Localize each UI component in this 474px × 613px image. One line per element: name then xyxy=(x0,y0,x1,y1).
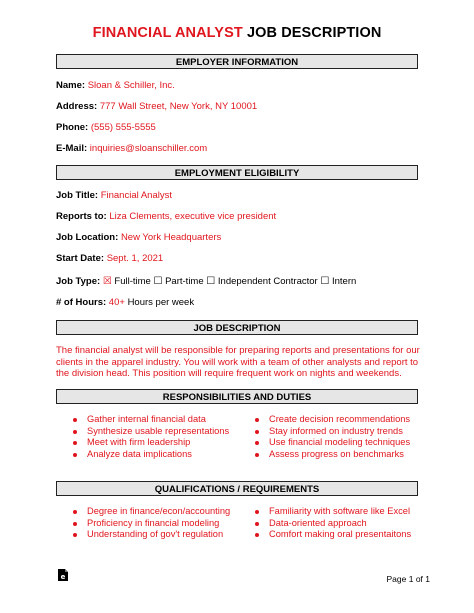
job-description-text: The financial analyst will be responsible for preparing reports and presentations for our clients in the apparel industry. You will work with a team of other analysts and report to the division head. This position will require frequent work on nights and weekends. xyxy=(56,345,420,379)
job-title-label: Job Title xyxy=(56,190,95,201)
job-title-value: Financial Analyst xyxy=(100,190,172,201)
contractor-checkbox[interactable]: ☐ xyxy=(206,276,216,287)
bullet-icon xyxy=(73,510,77,514)
bullet-icon xyxy=(73,533,77,537)
list-item: Create decision recommendations xyxy=(252,414,410,426)
title-red: FINANCIAL ANALYST xyxy=(92,25,243,41)
list-item: Proficiency in financial modeling xyxy=(70,518,230,530)
job-location-label: Job Location xyxy=(56,232,116,243)
list-item: Familiarity with software like Excel xyxy=(252,506,411,518)
bullet-icon xyxy=(255,441,259,445)
reports-to-value: Liza Clements, executive vice president xyxy=(109,211,277,222)
hours-field: # of Hours: 40+ Hours per week xyxy=(56,297,195,308)
hours-value: 40+ xyxy=(108,297,125,308)
bullet-icon xyxy=(255,453,259,457)
employer-phone-value: (555) 555-5555 xyxy=(90,122,156,133)
start-date-field: Start Date: Sept. 1, 2021 xyxy=(56,253,164,264)
bullet-icon xyxy=(255,522,259,526)
bullet-icon xyxy=(255,510,259,514)
section-qualifications-header: QUALIFICATIONS / REQUIREMENTS xyxy=(56,481,418,496)
bullet-icon xyxy=(73,418,77,422)
part-time-label: Part-time xyxy=(165,276,204,287)
qualifications-right-list xyxy=(252,506,411,541)
intern-label: Intern xyxy=(331,276,357,287)
employer-address-value: 777 Wall Street, New York, NY 10001 xyxy=(99,101,258,112)
employer-name-field: Name: Sloan & Schiller, Inc. xyxy=(56,80,175,91)
employer-name-label: Name xyxy=(56,80,82,91)
document-title xyxy=(0,25,474,41)
start-date-value: Sept. 1, 2021 xyxy=(106,253,164,264)
contractor-label: Independent Contractor xyxy=(217,276,318,287)
title-black: JOB DESCRIPTION xyxy=(246,25,382,41)
job-title-field: Job Title: Financial Analyst xyxy=(56,190,172,201)
job-location-field: Job Location: New York Headquarters xyxy=(56,232,222,243)
section-job-description-header: JOB DESCRIPTION xyxy=(56,320,418,335)
job-type-field: Job Type: ☒ Full-time ☐ Part-time ☐ Independent Contractor ☐ Intern xyxy=(56,276,357,287)
bullet-icon xyxy=(73,453,77,457)
svg-text:e: e xyxy=(60,573,66,581)
part-time-checkbox[interactable]: ☐ xyxy=(153,276,163,287)
list-item: Gather internal financial data xyxy=(70,414,229,426)
job-type-label: Job Type xyxy=(56,276,97,287)
reports-to-label: Reports to xyxy=(56,211,104,222)
reports-to-field: Reports to: Liza Clements, executive vice president xyxy=(56,211,277,222)
full-time-checkbox[interactable]: ☒ xyxy=(102,276,112,287)
employer-email-label: E-Mail xyxy=(56,143,84,154)
list-item: Data-oriented approach xyxy=(252,518,411,530)
job-location-value: New York Headquarters xyxy=(120,232,222,243)
bullet-icon xyxy=(255,533,259,537)
section-eligibility-header: EMPLOYMENT ELIGIBILITY xyxy=(56,165,418,180)
bullet-icon xyxy=(73,441,77,445)
responsibilities-left-list xyxy=(70,414,229,460)
hours-suffix: Hours per week xyxy=(127,297,195,308)
list-item: Understanding of gov't regulation xyxy=(70,529,230,541)
bullet-icon xyxy=(73,522,77,526)
intern-checkbox[interactable]: ☐ xyxy=(320,276,330,287)
employer-phone-field: Phone: (555) 555-5555 xyxy=(56,122,156,133)
list-item: Analyze data implications xyxy=(70,449,229,461)
eforms-logo-icon xyxy=(56,568,70,582)
start-date-label: Start Date xyxy=(56,253,101,264)
list-item: Synthesize usable representations xyxy=(70,426,229,438)
list-item: Stay informed on industry trends xyxy=(252,426,410,438)
hours-label: # of Hours xyxy=(56,297,103,308)
page-number: Page 1 of 1 xyxy=(386,574,430,584)
list-item: Assess progress on benchmarks xyxy=(252,449,410,461)
section-responsibilities-header: RESPONSIBILITIES AND DUTIES xyxy=(56,389,418,404)
employer-email-field: E-Mail: inquiries@sloanschiller.com xyxy=(56,143,208,154)
employer-address-label: Address xyxy=(56,101,95,112)
list-item: Use financial modeling techniques xyxy=(252,437,410,449)
list-item: Meet with firm leadership xyxy=(70,437,229,449)
employer-email-value: inquiries@sloanschiller.com xyxy=(89,143,208,154)
list-item: Comfort making oral presentaitons xyxy=(252,529,411,541)
employer-name-value: Sloan & Schiller, Inc. xyxy=(87,80,175,91)
employer-address-field: Address: 777 Wall Street, New York, NY 10001 xyxy=(56,101,258,112)
bullet-icon xyxy=(73,430,77,434)
bullet-icon xyxy=(255,418,259,422)
bullet-icon xyxy=(255,430,259,434)
full-time-label: Full-time xyxy=(114,276,151,287)
responsibilities-right-list xyxy=(252,414,410,460)
employer-phone-label: Phone xyxy=(56,122,86,133)
qualifications-left-list xyxy=(70,506,230,541)
section-employer-header: EMPLOYER INFORMATION xyxy=(56,54,418,69)
list-item: Degree in finance/econ/accounting xyxy=(70,506,230,518)
